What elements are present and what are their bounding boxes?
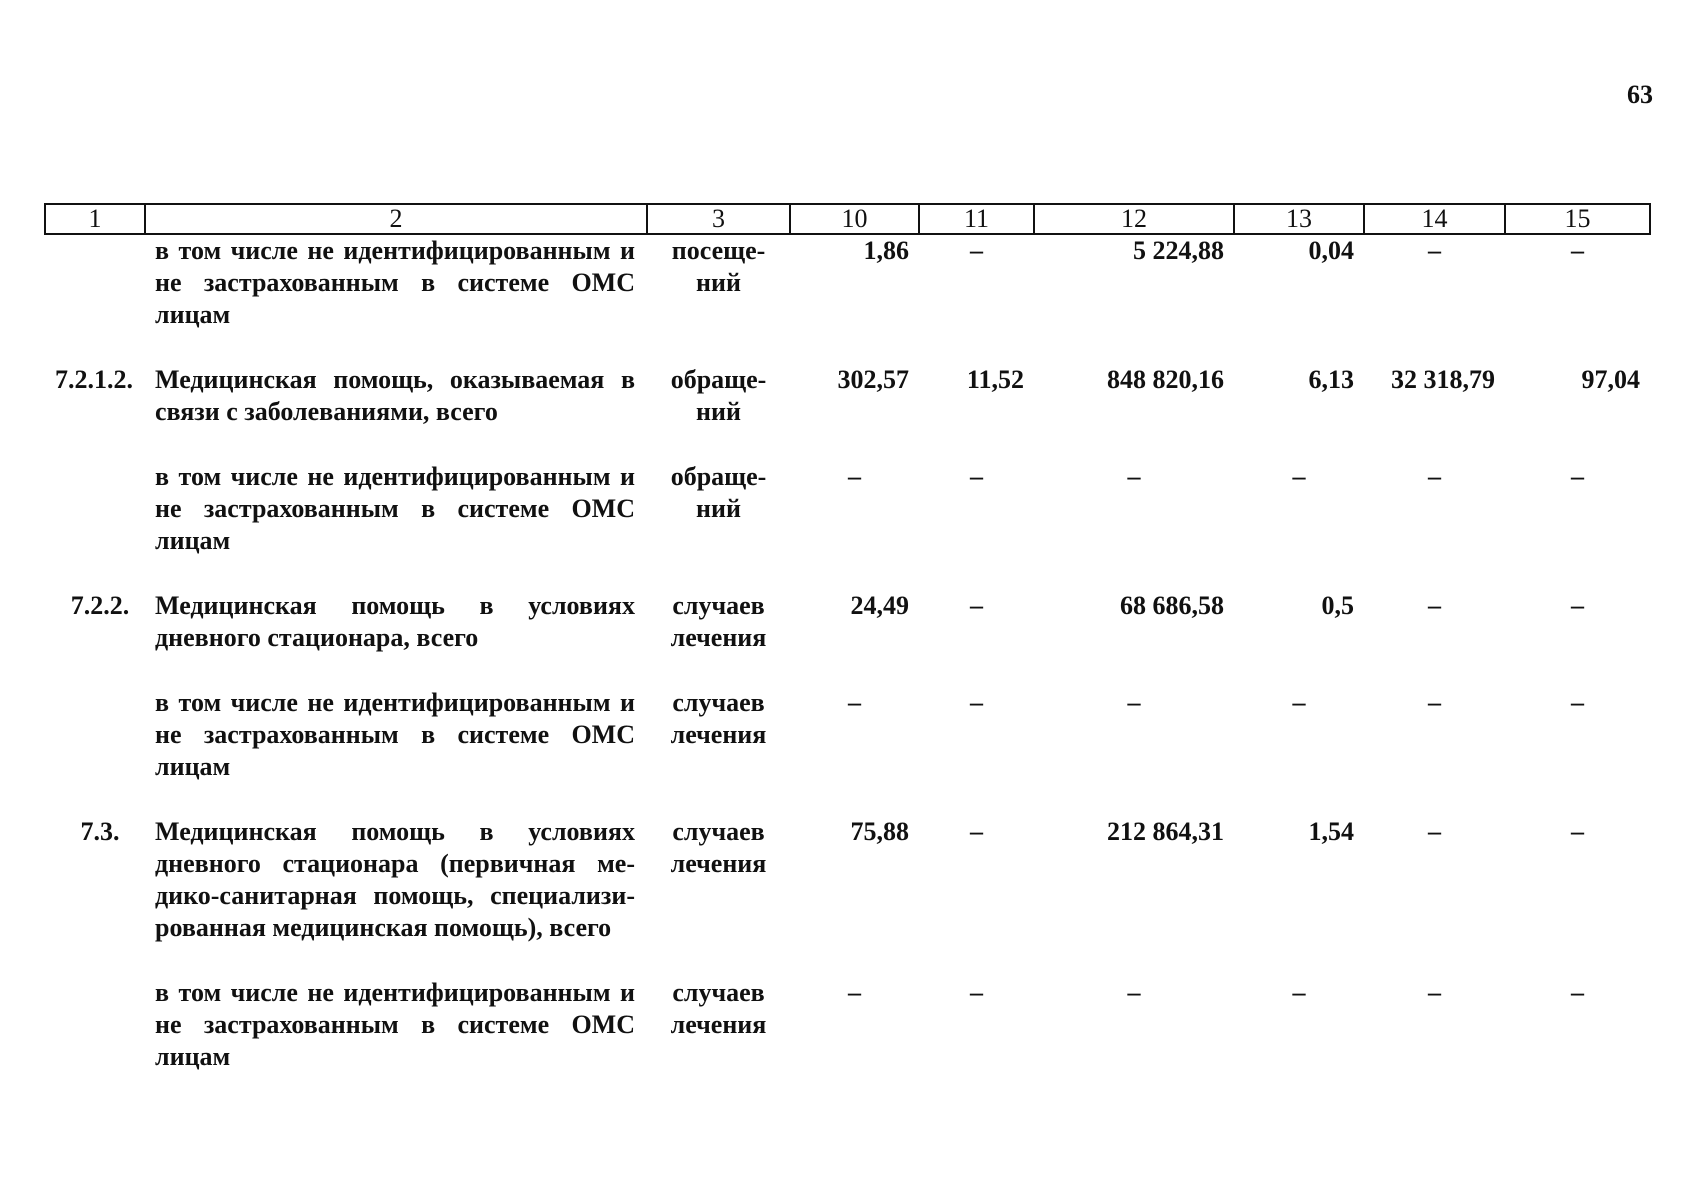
table-header <box>45 204 1650 234</box>
cell-col-10: 1,86 <box>863 236 909 265</box>
row-unit: обраще-ний <box>670 462 767 523</box>
table-row <box>45 461 1650 590</box>
cell-col-14: – <box>1428 688 1441 717</box>
row-unit: посеще-ний <box>671 236 766 297</box>
row-code: 7.2.1.2. <box>55 365 133 394</box>
cell-col-10: 302,57 <box>837 365 909 394</box>
cell-col-10: 75,88 <box>850 817 909 846</box>
row-description: в том числе не идентифицированным и не застрахованным в системе ОМС лицам <box>155 462 635 555</box>
row-code <box>45 461 145 590</box>
row-code <box>45 687 145 816</box>
cell-col-10: 24,49 <box>850 591 909 620</box>
cell-col-14: 32 318,79 <box>1391 365 1495 394</box>
row-unit: случаев лечения <box>670 688 767 749</box>
cell-col-13: 6,13 <box>1308 365 1354 394</box>
cell-col-13: 0,5 <box>1321 591 1354 620</box>
cell-col-13: – <box>1292 688 1306 717</box>
cell-col-11: – <box>970 688 983 717</box>
header-col-1: 1 <box>45 204 145 234</box>
cell-col-12: 68 686,58 <box>1120 591 1224 620</box>
header-col-15: 15 <box>1505 204 1650 234</box>
cell-col-11: – <box>970 817 983 846</box>
page-number: 63 <box>1627 80 1653 109</box>
table-row <box>45 364 1650 461</box>
cell-col-15: – <box>1571 688 1584 717</box>
cell-col-10: – <box>848 688 861 717</box>
row-code: 7.2.2. <box>70 591 130 620</box>
cell-col-14: – <box>1428 817 1441 846</box>
cell-col-10: – <box>848 978 861 1007</box>
row-code <box>45 234 145 364</box>
row-description: Медицинская помощь в условиях дневного стационара (первичная ме-дико-санитарная помощь, специализи-рованная медицинская помощь), всего <box>155 817 635 942</box>
cell-col-11: – <box>970 236 983 265</box>
header-col-11: 11 <box>919 204 1034 234</box>
header-col-14: 14 <box>1364 204 1505 234</box>
row-code <box>45 977 145 1106</box>
cell-col-12: 212 864,31 <box>1107 817 1224 846</box>
data-table <box>44 203 1651 1106</box>
table-row <box>45 234 1650 364</box>
header-col-12: 12 <box>1034 204 1234 234</box>
cell-col-14: – <box>1428 978 1441 1007</box>
row-description: Медицинская помощь в условиях дневного стационара, всего <box>155 591 635 652</box>
cell-col-14: – <box>1428 236 1441 265</box>
cell-col-15: – <box>1571 591 1584 620</box>
row-unit: случаев лечения <box>670 978 767 1039</box>
cell-col-12: – <box>1127 978 1141 1007</box>
row-unit: случаев лечения <box>670 591 767 652</box>
cell-col-11: – <box>970 978 983 1007</box>
cell-col-13: 0,04 <box>1308 236 1354 265</box>
table-row <box>45 977 1650 1106</box>
table-row <box>45 590 1650 687</box>
table-body <box>45 234 1650 1106</box>
header-col-10: 10 <box>790 204 919 234</box>
cell-col-15: – <box>1571 236 1584 265</box>
cell-col-12: – <box>1127 688 1141 717</box>
cell-col-12: 5 224,88 <box>1133 236 1224 265</box>
cell-col-14: – <box>1428 462 1441 491</box>
table-row <box>45 687 1650 816</box>
table-row <box>45 816 1650 977</box>
cell-col-13: – <box>1292 462 1306 491</box>
row-description: в том числе не идентифицированным и не застрахованным в системе ОМС лицам <box>155 688 635 781</box>
row-description: в том числе не идентифицированным и не застрахованным в системе ОМС лицам <box>155 978 635 1071</box>
cell-col-12: – <box>1127 462 1141 491</box>
cell-col-14: – <box>1428 591 1441 620</box>
header-row <box>45 204 1650 234</box>
cell-col-15: – <box>1571 817 1584 846</box>
row-code: 7.3. <box>80 817 120 846</box>
cell-col-13: 1,54 <box>1308 817 1354 846</box>
cell-col-13: – <box>1292 978 1306 1007</box>
header-col-13: 13 <box>1234 204 1364 234</box>
cell-col-11: – <box>970 591 983 620</box>
row-description: в том числе не идентифицированным и не застрахованным в системе ОМС лицам <box>155 236 635 329</box>
row-description: Медицинская помощь, оказываемая в связи с заболеваниями, всего <box>155 365 635 426</box>
row-unit: случаев лечения <box>670 817 767 878</box>
header-col-3: 3 <box>647 204 790 234</box>
row-unit: обраще-ний <box>670 365 767 426</box>
cell-col-10: – <box>848 462 861 491</box>
cell-col-15: – <box>1571 978 1584 1007</box>
cell-col-15: – <box>1571 462 1584 491</box>
header-col-2: 2 <box>145 204 647 234</box>
cell-col-11: – <box>970 462 983 491</box>
cell-col-11: 11,52 <box>966 365 1024 394</box>
cell-col-15: 97,04 <box>1581 365 1640 394</box>
cell-col-12: 848 820,16 <box>1107 365 1224 394</box>
